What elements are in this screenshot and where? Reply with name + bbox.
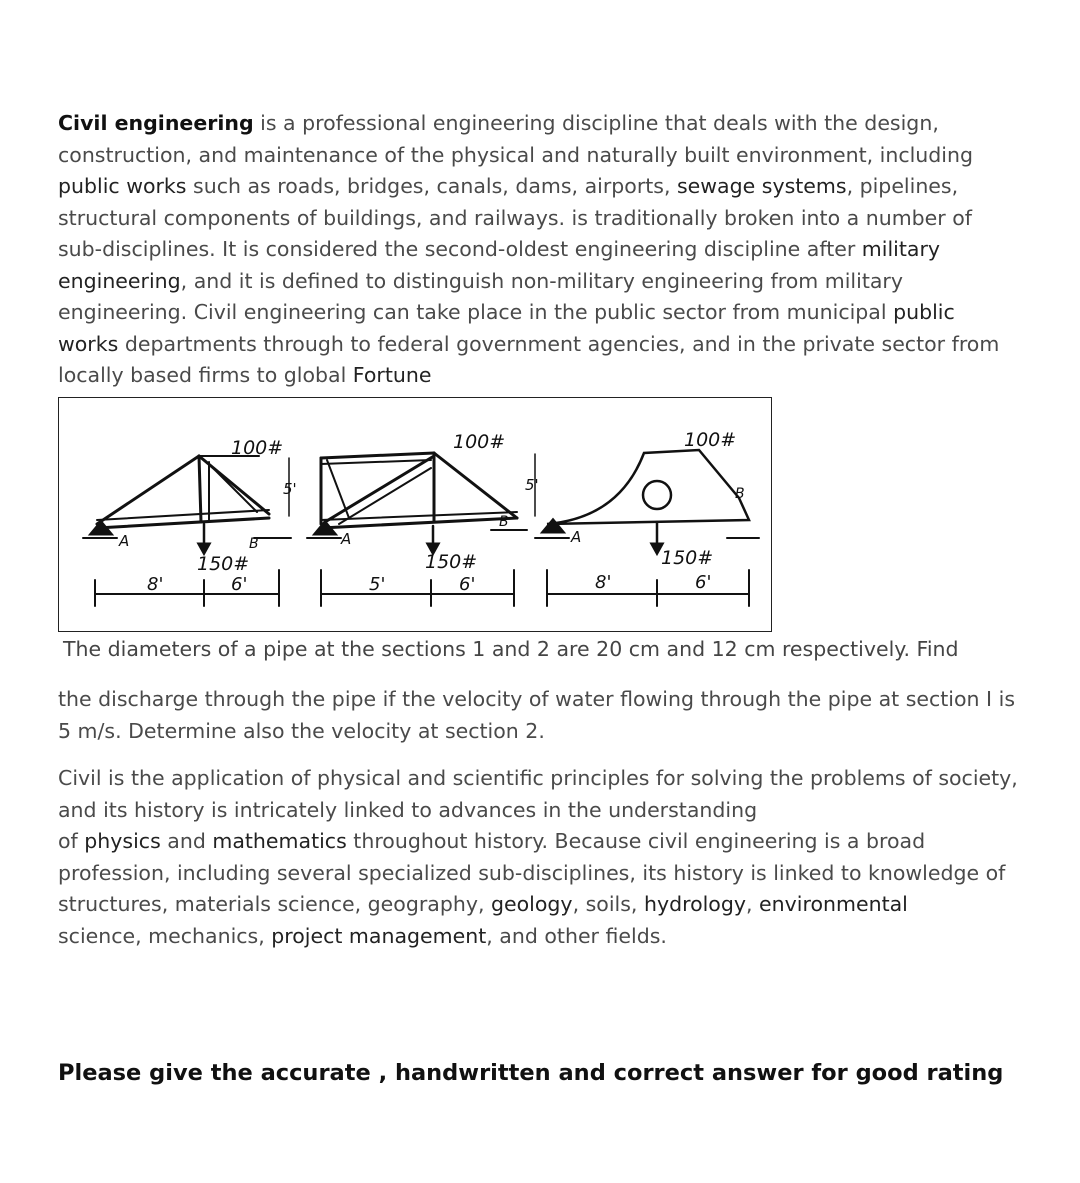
text-span: , soils, xyxy=(572,892,644,916)
height-label-2: 5' xyxy=(525,476,539,494)
term-civil-engineering: Civil engineering xyxy=(58,111,254,135)
support-label-b2: B xyxy=(499,514,509,530)
link-geology[interactable]: geology xyxy=(491,892,573,916)
height-label-1: 5' xyxy=(283,480,297,498)
truss1-diagonal xyxy=(209,464,257,512)
arrowhead-1 xyxy=(199,544,209,553)
intro-paragraph xyxy=(58,108,1018,423)
load-top-3: 100# xyxy=(684,429,737,451)
text-span: , pipelines, structural components of buildings, and railways. is traditionally broken into a number of sub-disciplines. It is considered the second-oldest engineering discipline after xyxy=(58,174,972,261)
text-span: , xyxy=(746,892,760,916)
dim-5: 5' xyxy=(369,574,386,595)
text-span: science, mechanics, xyxy=(58,923,272,948)
support-label-a3: A xyxy=(571,528,582,546)
dim-6-2: 6' xyxy=(459,574,476,595)
text-span: departments through to federal government agencies, and in the private sector from locally based firms to global xyxy=(58,331,1000,387)
truss1-left-rafter xyxy=(97,456,199,524)
support-label-b1: B xyxy=(249,536,259,552)
text-span: is a professional engineering discipline that deals with the design, construction, and maintenance of the physical and naturally built environment, including xyxy=(58,111,974,167)
dim-6-3: 6' xyxy=(695,572,712,593)
plate-outline xyxy=(547,450,749,524)
link-hydrology[interactable]: hydrology xyxy=(643,892,746,916)
load-top-1: 100# xyxy=(231,437,284,459)
load-top-2: 100# xyxy=(453,431,506,453)
link-public-works-2[interactable]: public works xyxy=(58,300,955,356)
text-span: such as roads, bridges, canals, dams, airports, xyxy=(186,174,677,198)
truss2-right-rafter xyxy=(434,453,517,518)
truss2-top-chord-2 xyxy=(321,460,431,464)
link-military-engineering[interactable]: military engineering xyxy=(58,237,941,293)
truss2-diagonal-1 xyxy=(325,456,434,522)
truss1-vertical xyxy=(199,456,201,522)
plate-hole xyxy=(643,481,671,509)
support-label-a2: A xyxy=(341,530,352,548)
truss-drawing xyxy=(59,398,770,630)
support-label-b3: B xyxy=(735,486,745,502)
footer-request: Please give the accurate , handwritten and correct answer for good rating xyxy=(58,1060,1004,1086)
link-environmental[interactable]: environmental xyxy=(759,892,908,916)
text-span: of xyxy=(58,829,85,853)
dim-8-2: 8' xyxy=(595,572,612,593)
support-label-a1: A xyxy=(119,532,130,550)
link-mathematics[interactable]: mathematics xyxy=(212,829,347,853)
question-paragraph: the discharge through the pipe if the velocity of water flowing through the pipe at section I is 5 m/s. Determine also the velocity at section 2. xyxy=(58,687,1015,743)
load-bottom-2: 150# xyxy=(425,551,478,573)
truss-figure xyxy=(58,397,772,632)
load-bottom-3: 150# xyxy=(661,547,714,569)
link-public-works[interactable]: public works xyxy=(58,174,187,198)
figure-caption: The diameters of a pipe at the sections 1 and 2 are 20 cm and 12 cm respectively. Find xyxy=(63,637,959,661)
text-span: throughout history. Because civil engineering is a broad profession, including several specialized sub-disciplines, its history is linked to knowledge of structures, materials science, geography, xyxy=(58,829,1006,916)
link-sewage-systems[interactable]: sewage systems xyxy=(677,174,847,198)
dim-6-1: 6' xyxy=(231,574,248,595)
text-span: , and it is defined to distinguish non-military engineering from military engineering. Civil engineering can take place in the public sector from municipal xyxy=(58,268,903,324)
link-physics[interactable]: physics xyxy=(84,829,161,853)
truss2-diagonal-3 xyxy=(327,460,349,518)
text-span: and xyxy=(160,829,213,853)
load-bottom-1: 150# xyxy=(197,553,250,575)
text-span: , and other fields. xyxy=(486,923,667,948)
dim-8-1: 8' xyxy=(147,574,164,595)
text-span: Civil is the application of physical and scientific principles for solving the problems of society, and its history is intricately linked to advances in the understanding xyxy=(58,766,1018,822)
history-paragraph xyxy=(58,763,1018,952)
link-project-management[interactable]: project management xyxy=(271,923,487,948)
link-fortune[interactable]: Fortune xyxy=(352,363,432,387)
truss2-top-chord xyxy=(321,453,434,458)
